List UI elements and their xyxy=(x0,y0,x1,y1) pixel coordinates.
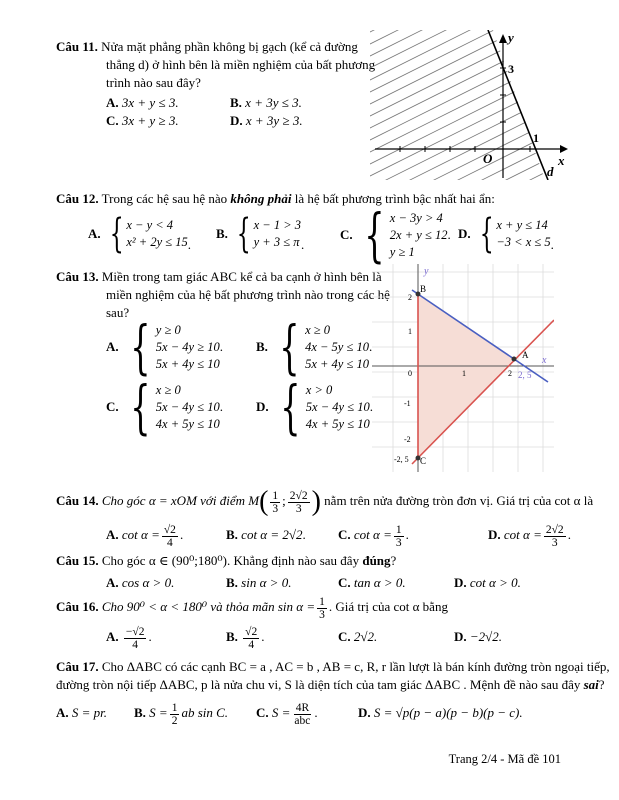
q11-graph xyxy=(370,30,570,180)
q16-option-d[interactable]: D. −2√2. xyxy=(454,629,503,644)
q13-x-label: x xyxy=(542,355,547,366)
q17-option-d[interactable]: D. S = √p(p − a)(p − b)(p − c). xyxy=(358,705,523,720)
q13-y-tick-neg2: -2 xyxy=(404,435,411,444)
q12-option-c[interactable]: C. { x − 3y > 4 2x + y ≤ 12 y ≥ 1 . xyxy=(340,201,451,269)
q14-option-b[interactable]: B. cot α = 2√2. xyxy=(226,527,306,542)
q15-option-b[interactable]: B. sin α > 0. xyxy=(226,575,292,590)
q15-option-a[interactable]: A. cos α > 0. xyxy=(106,575,175,590)
q14-option-d[interactable]: D. cot α = $\frac{2√2}{3}$ . xyxy=(488,523,571,549)
q13-y-tick-2: 2 xyxy=(408,293,412,302)
q13-line2: miền nghiệm của hệ bất phương trình nào trong các hệ xyxy=(106,287,390,302)
q17-option-c[interactable]: C. S = $\frac{4R}{\text{abc}}$ . xyxy=(256,701,318,727)
q17-option-b[interactable]: B. S = $\frac{1}{2}$ ab sin C. xyxy=(134,701,229,727)
q13-y-tick-1: 1 xyxy=(408,327,412,336)
q13-option-c[interactable]: C. { x ≥ 0 5x − 4y ≤ 10 4x + 5y ≤ 10 . xyxy=(106,373,223,441)
q13-x-tick-2: 2 xyxy=(508,369,512,378)
q11-line3: trình nào sau đây? xyxy=(106,75,201,90)
q11-x-label: x xyxy=(558,153,565,168)
q11-x-tick-label: 1 xyxy=(533,131,539,145)
q13-graph xyxy=(372,264,554,472)
q13-option-a[interactable]: A. { y ≥ 0 5x − 4y ≥ 10 5x + 4y ≤ 10 . xyxy=(106,313,223,381)
q13-point-a xyxy=(512,357,517,362)
q17-line1: Câu 17. Cho ΔABC có các cạnh BC = a , AC = b , AB = c, R, r lần lượt là bán kính đường tròn ngoại tiếp, xyxy=(56,659,610,674)
q13-a-coord: 2, 5 xyxy=(518,370,532,380)
page-footer: Trang 2/4 - Mã đề 101 xyxy=(448,752,561,766)
q16-option-c[interactable]: C. 2√2. xyxy=(338,629,378,644)
q11-hatching xyxy=(370,30,570,180)
q13-line1: Câu 13. Miền trong tam giác ABC kể cả ba cạnh ở hình bên là xyxy=(56,269,382,284)
q12-option-d[interactable]: D. { x + y ≤ 14 −3 < x ≤ 5 . xyxy=(458,211,554,257)
q14-prompt: Câu 14. Cho góc α = xOM với điểm M( $\frac{1}{3}$ ; $\frac{2√2}{3}$ ) nằm trên nửa đường tròn đơn vị. Giá trị của cot α là xyxy=(56,486,594,518)
q11-option-a[interactable]: A. 3x + y ≤ 3. xyxy=(106,95,179,110)
q11-option-c[interactable]: C. 3x + y ≥ 3. xyxy=(106,113,179,128)
q11-label: Câu 11. xyxy=(56,39,98,54)
q13-y-tick-neg2-5: -2, 5 xyxy=(394,455,409,464)
q11-line1 xyxy=(56,38,358,56)
q14-option-c[interactable]: C. cot α = $\frac{1}{3}$ . xyxy=(338,523,409,549)
q13-x-tick-1: 1 xyxy=(462,369,466,378)
q11-origin-label: O xyxy=(483,151,493,166)
q13-y-label: y xyxy=(424,266,429,277)
q11-line-d xyxy=(488,30,548,180)
q11-x-arrow xyxy=(560,145,568,153)
q15-option-c[interactable]: C. tan α > 0. xyxy=(338,575,406,590)
q15-prompt: Câu 15. Cho góc α ∈ (90⁰;180⁰). Khẳng định nào sau đây đúng? xyxy=(56,553,397,568)
q13-line3: sau? xyxy=(106,305,130,320)
q12-option-a[interactable]: A. { x − y < 4 x² + 2y ≤ 15 . xyxy=(88,211,191,257)
q13-origin-label: 0 xyxy=(408,369,412,378)
q11-y-label: y xyxy=(508,30,514,45)
q13-label-a: A xyxy=(522,350,529,360)
q17-line2: đường tròn nội tiếp ΔABC, p là nửa chu vi, S là diện tích của tam giác ΔABC . Mệnh đề nào sau đây sai? xyxy=(56,677,605,692)
q16-option-a[interactable]: A. $\frac{-√2}{4}$ . xyxy=(106,625,152,651)
q13-label-c: C xyxy=(420,456,427,466)
q11-y-tick-label: 3 xyxy=(508,62,514,76)
q13-y-tick-neg1: -1 xyxy=(404,399,411,408)
q13-label-b: B xyxy=(420,284,427,294)
q12-option-b[interactable]: B. { x − 1 > 3 y + 3 ≤ π . xyxy=(216,211,305,257)
q14-option-a[interactable]: A. cot α = $\frac{√2}{4}$ . xyxy=(106,523,184,549)
q11-text1: Nửa mặt phẳng phần không bị gạch (kể cả đường xyxy=(101,39,358,54)
q11-y-arrow xyxy=(499,34,507,43)
q12-prompt: Câu 12. Trong các hệ sau hệ nào không phải là hệ bất phương trình bậc nhất hai ẩn: xyxy=(56,191,495,206)
q16-option-b[interactable]: B. $\frac{√2}{4}$ . xyxy=(226,625,265,651)
q11-option-b[interactable]: B. x + 3y ≤ 3. xyxy=(230,95,302,110)
q13-option-b[interactable]: B. { x ≥ 0 4x − 5y ≤ 10 5x + 4y ≤ 10 . xyxy=(256,313,373,381)
q11-line2: thẳng d) ở hình bên là miền nghiệm của bất phương xyxy=(106,57,376,72)
q11-line-label: d xyxy=(547,164,554,179)
q11-option-d[interactable]: D. x + 3y ≥ 3. xyxy=(230,113,303,128)
q15-option-d[interactable]: D. cot α > 0. xyxy=(454,575,521,590)
q13-option-d[interactable]: D. { x > 0 5x − 4y ≤ 10 4x + 5y ≤ 10 . xyxy=(256,373,373,441)
q16-prompt: Câu 16. Cho 90⁰ < α < 180⁰ và thỏa mãn sin α = $\frac{1}{3}$ . Giá trị của cot α bằng xyxy=(56,595,448,621)
q17-option-a[interactable]: A. S = pr. xyxy=(56,705,108,720)
